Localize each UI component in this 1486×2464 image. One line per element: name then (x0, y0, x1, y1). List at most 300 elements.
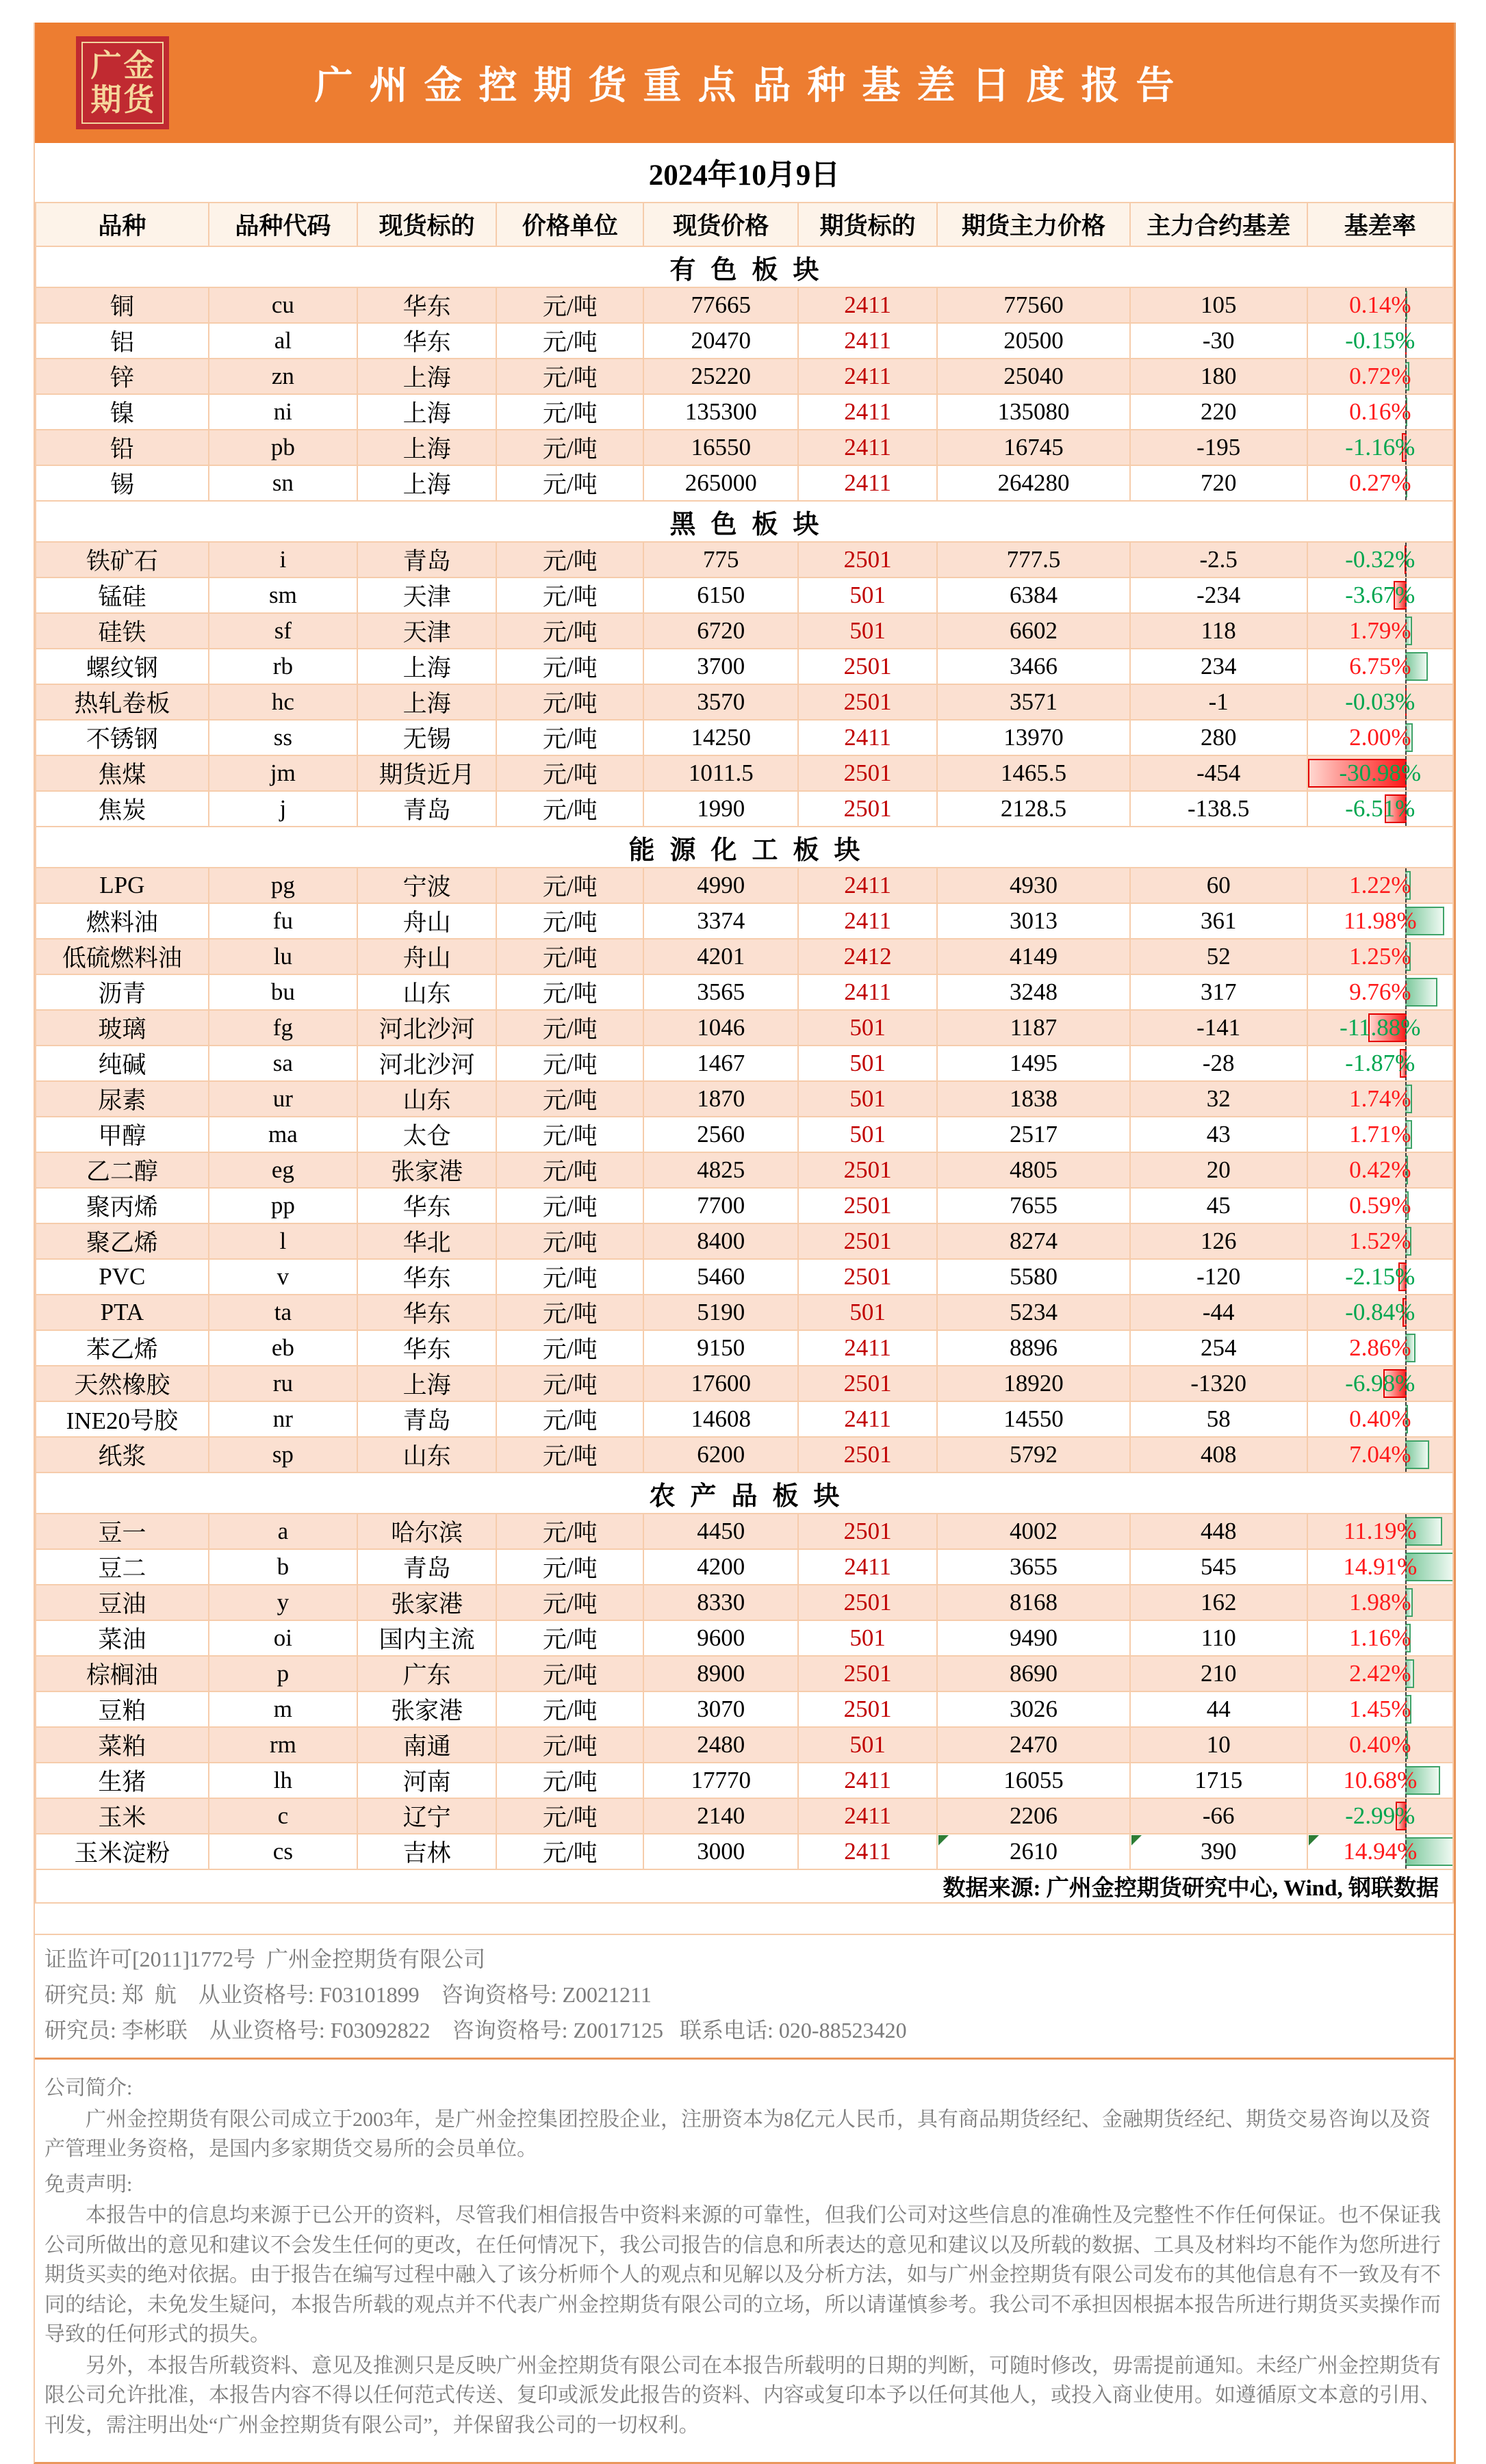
report-date: 2024年10月9日 (35, 143, 1454, 202)
section-title: 农产品板块 (36, 1473, 1453, 1514)
cell-main-contract-basis: 118 (1130, 613, 1307, 649)
cell-spot-target: 南通 (357, 1727, 496, 1763)
cell-spot-target: 舟山 (357, 903, 496, 939)
cell-spot-target: 青岛 (357, 791, 496, 827)
cell-basis-rate (1307, 430, 1453, 465)
cell-basis-rate (1307, 542, 1453, 578)
cell-main-contract-basis: 408 (1130, 1437, 1307, 1473)
cell-variety: 镍 (36, 394, 209, 430)
cell-basis-rate (1307, 939, 1453, 974)
cell-basis-rate (1307, 323, 1453, 359)
cell-code: rb (209, 649, 357, 684)
cell-futures-target: 2411 (798, 974, 937, 1010)
cell-spot-price: 4990 (643, 868, 798, 903)
cell-futures-target: 501 (798, 1295, 937, 1330)
basis-rate-value: 1.45% (1349, 1696, 1411, 1722)
cell-basis-rate (1307, 1834, 1453, 1869)
column-header: 现货价格 (643, 203, 798, 246)
cell-variety: PTA (36, 1295, 209, 1330)
cell-basis-rate (1307, 1330, 1453, 1366)
cell-futures-target: 2501 (798, 1437, 937, 1473)
cell-main-contract-basis: 210 (1130, 1656, 1307, 1691)
cell-price-unit: 元/吨 (496, 287, 643, 323)
basis-rate-value: 0.27% (1349, 469, 1411, 496)
cell-basis-rate (1307, 1259, 1453, 1295)
cell-code: j (209, 791, 357, 827)
cell-main-contract-basis: 390 (1130, 1834, 1307, 1869)
cell-basis-rate (1307, 1401, 1453, 1437)
cell-main-contract-basis: 45 (1130, 1188, 1307, 1223)
report-sheet (34, 23, 1456, 2464)
cell-futures-target: 501 (798, 613, 937, 649)
cell-spot-target: 太仓 (357, 1117, 496, 1152)
cell-variety: 棕榈油 (36, 1656, 209, 1691)
cell-basis-rate (1307, 1763, 1453, 1798)
column-header: 品种 (36, 203, 209, 246)
cell-main-contract-basis: 20 (1130, 1152, 1307, 1188)
cell-price-unit: 元/吨 (496, 939, 643, 974)
cell-main-contract-basis: 254 (1130, 1330, 1307, 1366)
cell-basis-rate (1307, 791, 1453, 827)
cell-spot-target: 张家港 (357, 1691, 496, 1727)
basis-rate-value: -0.32% (1345, 546, 1415, 573)
cell-spot-price: 4450 (643, 1514, 798, 1549)
cell-futures-main-price: 5580 (937, 1259, 1130, 1295)
cell-variety: 生猪 (36, 1763, 209, 1798)
table-row (36, 1117, 1453, 1152)
basis-rate-value: 1.22% (1349, 872, 1411, 898)
cell-price-unit: 元/吨 (496, 359, 643, 394)
cell-price-unit: 元/吨 (496, 1188, 643, 1223)
cell-spot-target: 山东 (357, 974, 496, 1010)
cell-futures-main-price: 3013 (937, 903, 1130, 939)
cell-spot-target: 吉林 (357, 1834, 496, 1869)
cell-futures-main-price: 3466 (937, 649, 1130, 684)
cell-variety: 锡 (36, 465, 209, 501)
basis-rate-value: 2.00% (1349, 724, 1411, 751)
table-row (36, 1401, 1453, 1437)
cell-variety: 锰硅 (36, 578, 209, 613)
cell-spot-target: 青岛 (357, 542, 496, 578)
cell-main-contract-basis: -2.5 (1130, 542, 1307, 578)
cell-code: al (209, 323, 357, 359)
cell-futures-target: 2411 (798, 359, 937, 394)
table-row (36, 578, 1453, 613)
cell-variety: 硅铁 (36, 613, 209, 649)
basis-rate-value: -2.15% (1345, 1263, 1415, 1290)
cell-code: pb (209, 430, 357, 465)
cell-spot-target: 国内主流 (357, 1620, 496, 1656)
comment-triangle-icon (1309, 1835, 1319, 1845)
cell-main-contract-basis: -120 (1130, 1259, 1307, 1295)
cell-spot-target: 华东 (357, 287, 496, 323)
cell-code: ta (209, 1295, 357, 1330)
cell-price-unit: 元/吨 (496, 720, 643, 755)
cell-spot-price: 8400 (643, 1223, 798, 1259)
cell-basis-rate (1307, 1514, 1453, 1549)
cell-futures-target: 2501 (798, 1223, 937, 1259)
cell-variety: 焦炭 (36, 791, 209, 827)
cell-variety: 沥青 (36, 974, 209, 1010)
cell-code: sn (209, 465, 357, 501)
cell-price-unit: 元/吨 (496, 578, 643, 613)
cell-price-unit: 元/吨 (496, 1763, 643, 1798)
basis-rate-value: 1.25% (1349, 943, 1411, 970)
cell-code: oi (209, 1620, 357, 1656)
table-row (36, 755, 1453, 791)
cell-price-unit: 元/吨 (496, 1223, 643, 1259)
cell-spot-target: 青岛 (357, 1549, 496, 1585)
table-row (36, 868, 1453, 903)
cell-main-contract-basis: 361 (1130, 903, 1307, 939)
cell-spot-target: 上海 (357, 430, 496, 465)
basis-rate-value: 11.98% (1344, 907, 1417, 934)
cell-variety: 菜粕 (36, 1727, 209, 1763)
cell-spot-price: 1467 (643, 1046, 798, 1081)
cell-futures-target: 2411 (798, 287, 937, 323)
cell-price-unit: 元/吨 (496, 649, 643, 684)
cell-basis-rate (1307, 1549, 1453, 1585)
footer-lines (35, 1935, 1454, 2052)
table-row (36, 791, 1453, 827)
cell-spot-target: 天津 (357, 578, 496, 613)
cell-spot-price: 5190 (643, 1295, 798, 1330)
cell-futures-main-price: 3571 (937, 684, 1130, 720)
cell-variety: 聚乙烯 (36, 1223, 209, 1259)
cell-spot-price: 3070 (643, 1691, 798, 1727)
cell-code: ss (209, 720, 357, 755)
cell-price-unit: 元/吨 (496, 1152, 643, 1188)
basis-rate-value: 14.91% (1343, 1553, 1418, 1580)
table-row (36, 394, 1453, 430)
cell-spot-target: 河南 (357, 1763, 496, 1798)
cell-futures-target: 2501 (798, 1259, 937, 1295)
cell-variety: 锌 (36, 359, 209, 394)
cell-futures-main-price: 6384 (937, 578, 1130, 613)
table-row (36, 1010, 1453, 1046)
logo-line2: 期货 (90, 83, 157, 117)
cell-price-unit: 元/吨 (496, 1010, 643, 1046)
basis-rate-value: -11.88% (1340, 1014, 1421, 1041)
cell-basis-rate (1307, 1295, 1453, 1330)
cell-basis-rate (1307, 578, 1453, 613)
cell-futures-main-price: 13970 (937, 720, 1130, 755)
table-row (36, 1798, 1453, 1834)
cell-spot-target: 期货近月 (357, 755, 496, 791)
cell-variety: 不锈钢 (36, 720, 209, 755)
cell-main-contract-basis: 162 (1130, 1585, 1307, 1620)
cell-variety: 燃料油 (36, 903, 209, 939)
cell-futures-target: 2411 (798, 430, 937, 465)
basis-table (35, 202, 1454, 1904)
basis-rate-value: -0.15% (1345, 327, 1415, 354)
cell-price-unit: 元/吨 (496, 1834, 643, 1869)
cell-futures-target: 2501 (798, 1585, 937, 1620)
cell-basis-rate (1307, 1010, 1453, 1046)
cell-spot-price: 9600 (643, 1620, 798, 1656)
basis-rate-value: 14.94% (1343, 1838, 1418, 1865)
basis-rate-value: 7.04% (1349, 1441, 1411, 1468)
cell-basis-rate (1307, 1691, 1453, 1727)
cell-basis-rate (1307, 1223, 1453, 1259)
cell-main-contract-basis: 317 (1130, 974, 1307, 1010)
cell-spot-price: 135300 (643, 394, 798, 430)
cell-spot-price: 25220 (643, 359, 798, 394)
cell-code: eg (209, 1152, 357, 1188)
cell-price-unit: 元/吨 (496, 1117, 643, 1152)
table-row (36, 1152, 1453, 1188)
cell-futures-target: 2501 (798, 1188, 937, 1223)
cell-spot-price: 1011.5 (643, 755, 798, 791)
basis-rate-value: 0.59% (1349, 1192, 1411, 1219)
cell-futures-target: 2411 (798, 1330, 937, 1366)
basis-rate-value: -3.67% (1345, 582, 1415, 608)
cell-futures-main-price: 2610 (937, 1834, 1130, 1869)
cell-futures-main-price: 1495 (937, 1046, 1130, 1081)
cell-spot-price: 8900 (643, 1656, 798, 1691)
cell-main-contract-basis: 220 (1130, 394, 1307, 430)
cell-code: b (209, 1549, 357, 1585)
cell-spot-target: 张家港 (357, 1152, 496, 1188)
cell-spot-price: 6720 (643, 613, 798, 649)
cell-spot-price: 5460 (643, 1259, 798, 1295)
cell-spot-target: 华东 (357, 1295, 496, 1330)
cell-variety: PVC (36, 1259, 209, 1295)
cell-spot-target: 哈尔滨 (357, 1514, 496, 1549)
cell-spot-target: 山东 (357, 1081, 496, 1117)
cell-futures-main-price: 2128.5 (937, 791, 1130, 827)
cell-price-unit: 元/吨 (496, 1549, 643, 1585)
table-row (36, 1585, 1453, 1620)
cell-spot-price: 2140 (643, 1798, 798, 1834)
section-title: 黑色板块 (36, 501, 1453, 542)
table-row (36, 359, 1453, 394)
cell-main-contract-basis: 43 (1130, 1117, 1307, 1152)
cell-variety: 低硫燃料油 (36, 939, 209, 974)
cell-main-contract-basis: -234 (1130, 578, 1307, 613)
cell-price-unit: 元/吨 (496, 1259, 643, 1295)
cell-variety: INE20号胶 (36, 1401, 209, 1437)
table-row (36, 1223, 1453, 1259)
cell-futures-main-price: 7655 (937, 1188, 1130, 1223)
column-header: 品种代码 (209, 203, 357, 246)
section-title: 有色板块 (36, 246, 1453, 287)
cell-code: fu (209, 903, 357, 939)
cell-spot-price: 4200 (643, 1549, 798, 1585)
cell-spot-price: 775 (643, 542, 798, 578)
cell-futures-main-price: 4930 (937, 868, 1130, 903)
basis-rate-value: 1.98% (1349, 1589, 1411, 1616)
cell-main-contract-basis: 10 (1130, 1727, 1307, 1763)
cell-futures-main-price: 16055 (937, 1763, 1130, 1798)
cell-basis-rate (1307, 684, 1453, 720)
disclaimer-paragraph-2: 另外，本报告所载资料、意见及推测只是反映广州金控期货有限公司在本报告所载明的日期的判断，可随时修改，毋需提前通知。未经广州金控期货有限公司允许批准，本报告内容不得以任何范式传送、复印或派发此报告的资料、内容或复印本予以任何其他人，或投入商业使用。如遵循原文本意的引用、刊发，需注明出处“广州金控期货有限公司”，并保留我公司的一切权利。 (44, 2354, 1441, 2437)
cell-futures-main-price: 14550 (937, 1401, 1130, 1437)
cell-price-unit: 元/吨 (496, 323, 643, 359)
table-row (36, 287, 1453, 323)
cell-basis-rate (1307, 465, 1453, 501)
cell-futures-main-price: 8274 (937, 1223, 1130, 1259)
cell-basis-rate (1307, 720, 1453, 755)
table-row (36, 1188, 1453, 1223)
basis-rate-value: -6.51% (1345, 795, 1415, 822)
table-row (36, 323, 1453, 359)
cell-futures-target: 501 (798, 1046, 937, 1081)
cell-price-unit: 元/吨 (496, 1727, 643, 1763)
comment-triangle-icon (938, 1835, 949, 1845)
cell-basis-rate (1307, 868, 1453, 903)
cell-price-unit: 元/吨 (496, 394, 643, 430)
cell-code: sf (209, 613, 357, 649)
cell-basis-rate (1307, 1798, 1453, 1834)
cell-futures-main-price: 20500 (937, 323, 1130, 359)
cell-main-contract-basis: -141 (1130, 1010, 1307, 1046)
cell-code: ma (209, 1117, 357, 1152)
cell-spot-target: 上海 (357, 649, 496, 684)
cell-main-contract-basis: 52 (1130, 939, 1307, 974)
cell-price-unit: 元/吨 (496, 903, 643, 939)
table-row (36, 1437, 1453, 1473)
disclaimer-paragraph-1: 本报告中的信息均来源于已公开的资料，尽管我们相信报告中资料来源的可靠性，但我们公司对这些信息的准确性及完整性不作任何保证。也不保证我公司所做出的意见和建议不会发生任何的更改，在任何情况下，我公司报告的信息和所表达的意见和建议以及所载的数据、工具及材料均不能作为您所进行期货买卖的绝对依据。由于报告在编写过程中融入了该分析师个人的观点和见解以及分析方法，如与广州金控期货有限公司发布的其他信息有不一致及有不同的结论，未免发生疑问，本报告所载的观点并不代表广州金控期货有限公司的立场，所以请谨慎参考。我公司不承担因根据本报告所进行期货买卖操作而导致的任何形式的损失。 (44, 2204, 1441, 2346)
basis-rate-value: 9.76% (1349, 978, 1411, 1005)
cell-variety: 玉米淀粉 (36, 1834, 209, 1869)
basis-rate-value: 1.79% (1349, 617, 1411, 644)
cell-price-unit: 元/吨 (496, 465, 643, 501)
cell-basis-rate (1307, 1117, 1453, 1152)
cell-futures-target: 2412 (798, 939, 937, 974)
table-row (36, 1046, 1453, 1081)
cell-code: pg (209, 868, 357, 903)
cell-variety: 玉米 (36, 1798, 209, 1834)
legal-section (35, 2060, 1454, 2462)
basis-rate-value: 1.74% (1349, 1085, 1411, 1112)
table-row (36, 613, 1453, 649)
title-band (35, 23, 1454, 143)
cell-futures-main-price: 3026 (937, 1691, 1130, 1727)
column-header: 基差率 (1307, 203, 1453, 246)
cell-price-unit: 元/吨 (496, 1437, 643, 1473)
cell-spot-price: 14250 (643, 720, 798, 755)
cell-futures-target: 501 (798, 1081, 937, 1117)
cell-futures-target: 501 (798, 578, 937, 613)
cell-futures-target: 2411 (798, 1549, 937, 1585)
cell-price-unit: 元/吨 (496, 542, 643, 578)
cell-spot-target: 华北 (357, 1223, 496, 1259)
cell-futures-main-price: 4805 (937, 1152, 1130, 1188)
cell-futures-main-price: 5792 (937, 1437, 1130, 1473)
cell-spot-target: 青岛 (357, 1401, 496, 1437)
cell-price-unit: 元/吨 (496, 1295, 643, 1330)
cell-variety: 热轧卷板 (36, 684, 209, 720)
basis-rate-value: 0.42% (1349, 1156, 1411, 1183)
cell-variety: 豆油 (36, 1585, 209, 1620)
cell-basis-rate (1307, 359, 1453, 394)
cell-futures-target: 2411 (798, 903, 937, 939)
cell-variety: 甲醇 (36, 1117, 209, 1152)
cell-code: pp (209, 1188, 357, 1223)
cell-code: fg (209, 1010, 357, 1046)
comment-triangle-icon (1131, 1835, 1142, 1845)
table-row (36, 649, 1453, 684)
cell-basis-rate (1307, 1437, 1453, 1473)
basis-rate-value: -1.16% (1345, 434, 1415, 461)
cell-code: rm (209, 1727, 357, 1763)
cell-spot-target: 广东 (357, 1656, 496, 1691)
cell-futures-main-price: 2517 (937, 1117, 1130, 1152)
cell-main-contract-basis: 58 (1130, 1401, 1307, 1437)
cell-futures-target: 2501 (798, 755, 937, 791)
cell-variety: 豆一 (36, 1514, 209, 1549)
cell-main-contract-basis: -138.5 (1130, 791, 1307, 827)
basis-rate-value: 0.40% (1349, 1405, 1411, 1432)
cell-futures-main-price: 777.5 (937, 542, 1130, 578)
spacer-row (35, 1904, 1454, 1935)
cell-price-unit: 元/吨 (496, 684, 643, 720)
cell-basis-rate (1307, 974, 1453, 1010)
cell-spot-target: 上海 (357, 1366, 496, 1401)
cell-basis-rate (1307, 1620, 1453, 1656)
cell-variety: 苯乙烯 (36, 1330, 209, 1366)
cell-spot-price: 7700 (643, 1188, 798, 1223)
cell-spot-price: 2560 (643, 1117, 798, 1152)
cell-code: jm (209, 755, 357, 791)
cell-futures-main-price: 1187 (937, 1010, 1130, 1046)
cell-spot-price: 8330 (643, 1585, 798, 1620)
cell-basis-rate (1307, 1656, 1453, 1691)
section-title: 能源化工板块 (36, 827, 1453, 868)
cell-spot-target: 辽宁 (357, 1798, 496, 1834)
cell-futures-target: 501 (798, 1117, 937, 1152)
cell-price-unit: 元/吨 (496, 1046, 643, 1081)
cell-futures-main-price: 4149 (937, 939, 1130, 974)
cell-futures-main-price: 3655 (937, 1549, 1130, 1585)
cell-futures-target: 2501 (798, 542, 937, 578)
cell-futures-main-price: 3248 (937, 974, 1130, 1010)
table-row (36, 1514, 1453, 1549)
cell-futures-target: 2501 (798, 1152, 937, 1188)
cell-code: a (209, 1514, 357, 1549)
basis-rate-value: 0.16% (1349, 398, 1411, 425)
cell-price-unit: 元/吨 (496, 974, 643, 1010)
column-header: 价格单位 (496, 203, 643, 246)
cell-futures-main-price: 2470 (937, 1727, 1130, 1763)
cell-variety: 菜油 (36, 1620, 209, 1656)
cell-main-contract-basis: 105 (1130, 287, 1307, 323)
cell-basis-rate (1307, 1585, 1453, 1620)
basis-rate-value: -30.98% (1339, 760, 1422, 786)
table-row (36, 1691, 1453, 1727)
cell-spot-price: 77665 (643, 287, 798, 323)
cell-variety: 聚丙烯 (36, 1188, 209, 1223)
basis-rate-value: 2.42% (1349, 1660, 1411, 1687)
cell-code: p (209, 1656, 357, 1691)
cell-code: v (209, 1259, 357, 1295)
cell-main-contract-basis: 44 (1130, 1691, 1307, 1727)
cell-futures-target: 501 (798, 1620, 937, 1656)
cell-futures-main-price: 2206 (937, 1798, 1130, 1834)
license-line: 证监许可[2011]1772号 广州金控期货有限公司 (44, 1947, 486, 1971)
cell-futures-target: 2411 (798, 1763, 937, 1798)
cell-spot-target: 上海 (357, 465, 496, 501)
column-header-row (36, 203, 1453, 246)
cell-futures-main-price: 1465.5 (937, 755, 1130, 791)
table-row (36, 720, 1453, 755)
cell-code: l (209, 1223, 357, 1259)
cell-futures-main-price: 1838 (937, 1081, 1130, 1117)
basis-rate-value: 0.72% (1349, 363, 1411, 389)
cell-variety: 天然橡胶 (36, 1366, 209, 1401)
cell-spot-price: 3700 (643, 649, 798, 684)
